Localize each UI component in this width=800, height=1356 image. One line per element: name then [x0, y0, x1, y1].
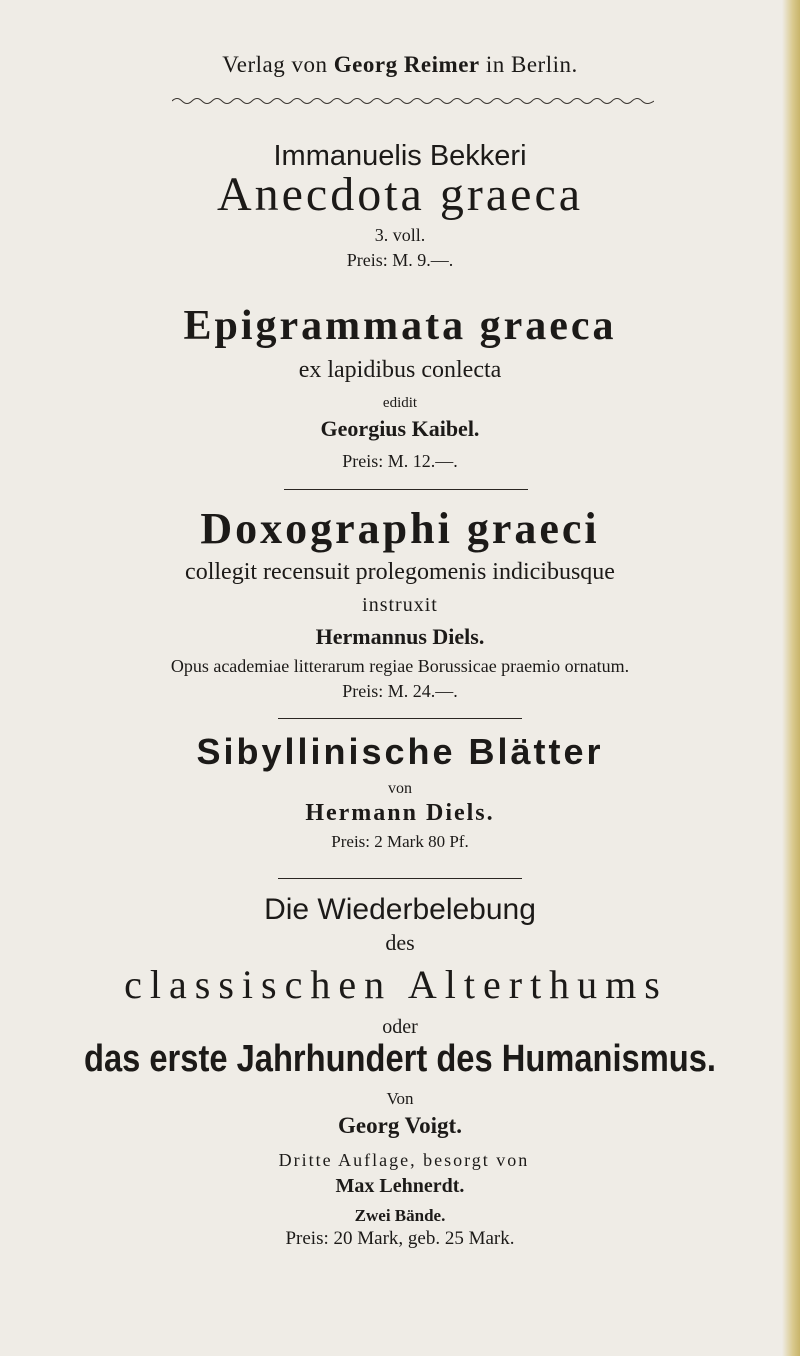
entry-3-instruxit: instruxit: [362, 594, 438, 616]
entry-5-von: Von: [386, 1089, 414, 1108]
entry-1-title: Anecdota graeca: [216, 168, 584, 221]
header-publisher: Georg Reimer: [333, 52, 480, 77]
divider-rule: [278, 878, 522, 879]
entry-5-edition: Dritte Auflage, besorgt von: [278, 1150, 530, 1170]
entry-3-price: Preis: M. 24.—.: [342, 681, 458, 701]
entry-5-price: Preis: 20 Mark, geb. 25 Mark.: [285, 1228, 515, 1249]
entry-5-title-line2: classischen Alterthums: [124, 962, 668, 1007]
entry-5-volumes: Zwei Bände.: [354, 1206, 446, 1225]
entry-5-title-line3: das erste Jahrhundert des Humanismus.: [83, 1038, 717, 1080]
entry-3-note: Opus academiae litterarum regiae Borussicae praemio ornatum.: [170, 656, 630, 676]
entry-5-des: des: [385, 930, 415, 955]
wavy-divider: [172, 96, 654, 106]
entry-5-title-line1: Die Wiederbelebung: [264, 893, 536, 926]
entry-1-author: Immanuelis Bekkeri: [273, 140, 527, 172]
entry-2-edidit: edidit: [382, 395, 418, 411]
publisher-header: [0, 52, 800, 78]
entry-2-price: Preis: M. 12.—.: [342, 451, 458, 471]
entry-3-title: Doxographi graeci: [200, 504, 600, 553]
entry-1-price: Preis: M. 9.—.: [346, 250, 454, 270]
entry-5-author: Georg Voigt.: [338, 1113, 462, 1138]
header-prefix: Verlag von: [222, 52, 328, 77]
entry-5-oder: oder: [382, 1016, 418, 1038]
entry-4-author: Hermann Diels.: [305, 800, 495, 826]
entry-2-editor: Georgius Kaibel.: [320, 416, 480, 441]
entry-4-von: von: [388, 780, 412, 797]
divider-rule: [284, 489, 528, 490]
entry-4-price: Preis: 2 Mark 80 Pf.: [331, 832, 469, 851]
page-edge-shadow: [782, 0, 800, 1356]
entry-2-subtitle: ex lapidibus conlecta: [298, 357, 502, 383]
entry-2-title: Epigrammata graeca: [183, 303, 617, 349]
divider-rule: [278, 718, 522, 719]
entry-5-reviser: Max Lehnerdt.: [335, 1175, 465, 1197]
header-suffix: in Berlin.: [485, 52, 578, 77]
entry-1-volumes: 3. voll.: [374, 225, 426, 245]
entry-4-title: Sibyllinische Blätter: [196, 731, 604, 772]
entry-3-editor: Hermannus Diels.: [315, 624, 485, 649]
entry-3-subtitle: collegit recensuit prolegomenis indicibusque: [185, 559, 615, 585]
